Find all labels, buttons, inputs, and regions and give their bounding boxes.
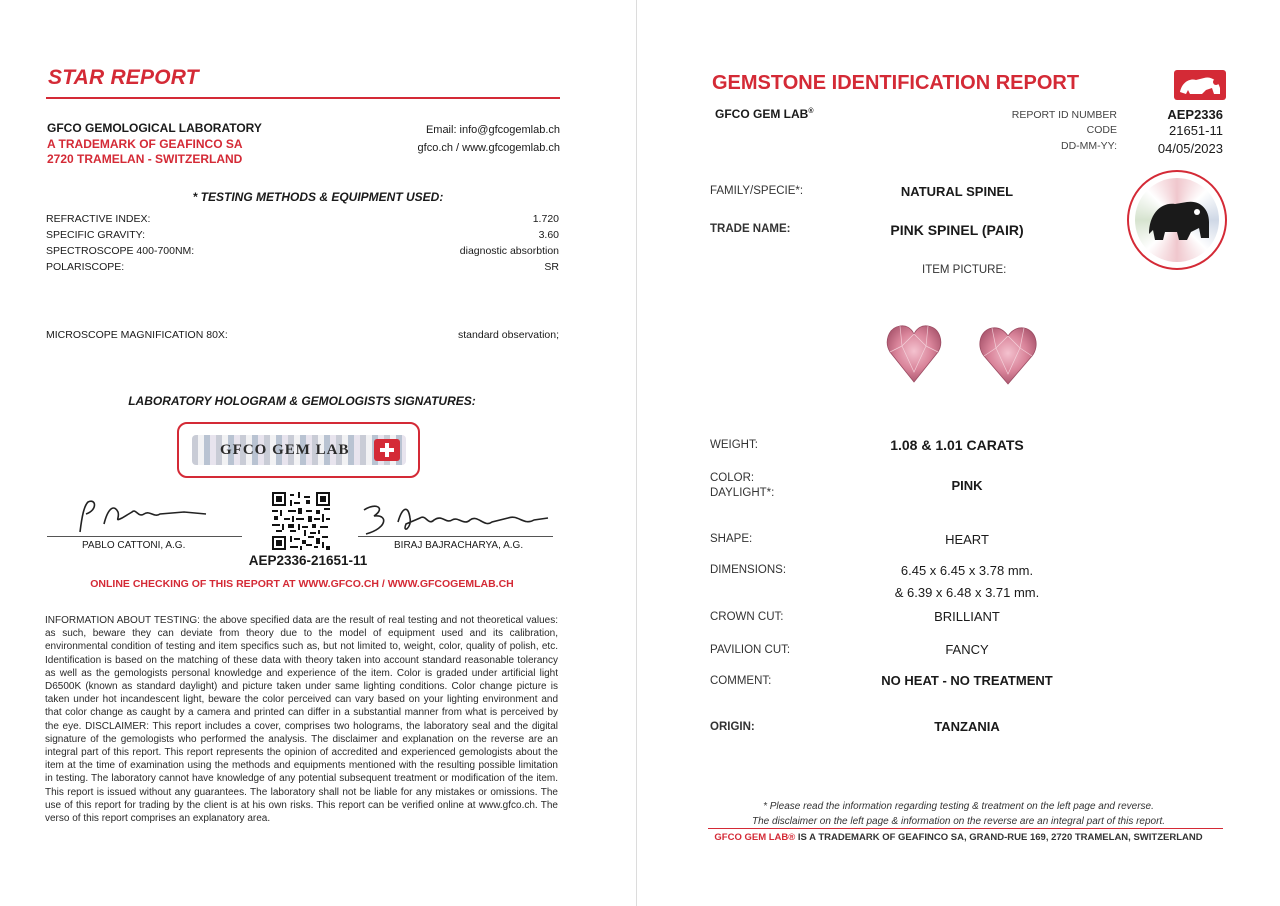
lab-address-block <box>47 121 262 168</box>
method-value: diagnostic absorbtion <box>459 245 559 257</box>
report-id-label: REPORT ID NUMBER <box>1011 109 1117 121</box>
weight-value: 1.08 & 1.01 CARATS <box>890 437 1024 453</box>
footer-trademark <box>637 832 1280 843</box>
family-label: FAMILY/SPECIE*: <box>710 185 804 197</box>
footer-text: IS A TRADEMARK OF GEAFINCO SA, GRAND-RUE 169, 2720 TRAMELAN, <box>797 832 1131 843</box>
seal-elephant-icon <box>1143 194 1213 246</box>
date-label: DD-MM-YY: <box>1061 140 1117 152</box>
method-row <box>46 229 559 241</box>
color-value: PINK <box>951 478 983 493</box>
lab-address: 2720 TRAMELAN - SWITZERLAND <box>47 152 243 166</box>
comment-value: NO HEAT - NO TREATMENT <box>881 673 1053 688</box>
comment-label: COMMENT: <box>710 675 772 687</box>
qr-code[interactable] <box>272 492 330 550</box>
date-value: 04/05/2023 <box>1157 141 1223 156</box>
footnote <box>637 799 1280 829</box>
lab-hologram <box>177 422 420 478</box>
signature-cattoni <box>74 496 214 538</box>
title-rule <box>46 97 560 99</box>
pavilion-cut-value: FANCY <box>945 642 989 657</box>
gem-left-icon <box>887 326 941 382</box>
swiss-cross-icon <box>374 439 400 461</box>
star-report-title: STAR REPORT <box>48 66 199 89</box>
footer-country: SWITZERLAND <box>1133 832 1203 843</box>
crown-cut-label: CROWN CUT: <box>710 611 784 623</box>
signer-name-left: PABLO CATTONI, A.G. <box>82 540 186 551</box>
signature-line-left <box>47 536 242 537</box>
dimensions-label: DIMENSIONS: <box>710 564 787 576</box>
footer-lab: GFCO GEM LAB® <box>714 832 796 843</box>
color-label: COLOR: <box>710 472 755 484</box>
contact-email[interactable]: Email: info@gfcogemlab.ch <box>425 124 560 136</box>
code-label: CODE <box>1086 124 1117 136</box>
pavilion-cut-label: PAVILION CUT: <box>710 644 791 656</box>
code-value: 21651-11 <box>1169 123 1223 138</box>
gfco-logo-icon <box>1174 70 1226 100</box>
report-id-value: AEP2336 <box>1167 107 1223 122</box>
gemstone-pair-picture <box>884 316 1062 388</box>
dimensions-value-2: & 6.39 x 6.48 x 3.71 mm. <box>894 585 1040 600</box>
shape-label: SHAPE: <box>710 533 753 545</box>
origin-label: ORIGIN: <box>710 721 755 733</box>
footnote-line-2: The disclaimer on the left page & information on the reverse are an integral part of this report. <box>752 816 1165 827</box>
dimensions-value-1: 6.45 x 6.45 x 3.78 mm. <box>900 563 1034 578</box>
shape-value: HEART <box>945 532 989 547</box>
laboratory-seal <box>1127 170 1227 270</box>
method-label: POLARISCOPE: <box>46 261 125 273</box>
report-code: AEP2336-21651-11 <box>248 553 368 568</box>
lab-name: GFCO GEMOLOGICAL LABORATORY <box>47 121 262 135</box>
method-value: SR <box>544 261 559 273</box>
identification-report-page <box>637 0 1280 906</box>
lab-name: GFCO GEM LAB® <box>715 107 814 121</box>
lab-trademark: A TRADEMARK OF GEAFINCO SA <box>47 136 243 151</box>
method-label: MICROSCOPE MAGNIFICATION 80X: <box>46 329 228 341</box>
method-value: 1.720 <box>532 213 559 225</box>
method-row <box>46 213 559 225</box>
method-row <box>46 261 559 273</box>
method-label: SPECIFIC GRAVITY: <box>46 229 145 241</box>
online-check-notice: ONLINE CHECKING OF THIS REPORT AT WWW.GFCO.CH / WWW.GFCOGEMLAB.CH <box>90 578 514 590</box>
report-title: GEMSTONE IDENTIFICATION REPORT <box>712 72 1080 94</box>
hologram-title: LABORATORY HOLOGRAM & GEMOLOGISTS SIGNATURES: <box>128 394 476 408</box>
method-row <box>46 329 559 341</box>
signature-line-right <box>358 536 553 537</box>
trade-name-label: TRADE NAME: <box>710 223 791 235</box>
weight-label: WEIGHT: <box>710 439 758 451</box>
footer-rule <box>708 828 1223 829</box>
contact-websites[interactable]: gfco.ch / www.gfcogemlab.ch <box>417 142 560 154</box>
method-label: SPECTROSCOPE 400-700NM: <box>46 245 195 257</box>
testing-information-text: INFORMATION ABOUT TESTING: the above specified data are the result of real testing and not theoretical values: as such, beware they can deviate from theory due to the model of equipment used and its calibration, environmental condition of testing and item specifics such as, but not limited to, weight, color, quality of polish, etc. Identification is based on the matching of these data with theory taken into account standard reasonable tolerancy as well as the gemologists personal knowledge and experience of the item. Color is graded under artificial light D6500K (known as standard daylight) and picture taken under same lighting conditions. Color change picture is taken under hot incandescent light, beware the color perceived can vary based on your lighting environment and that color change as caught by a camera and printed can differ in a substantial manner from what is perceived by the eye. DISCLAIMER: This report includes a cover, comprises two holograms, the laboratory seal and the digital signature of the gemologists who performed the analysis. The disclaimer and explanation on the reverse are an integral part of this report. This report represents the opinion of accredited and experienced gemologists about the item at the time of examination using the methods and equipments mentioned with the resulting possible limitation in testing. The laboratory cannot have knowledge of any potential subsequent treatment or modification of the item. This report is issued without any guarantees. The laboratory shall not be liable for any mistakes or omissions. The use of this report for trading by the client is at his own risks. This report can be verified online at www.gfco.ch. The verso of this report comprises an explanatory area. <box>45 615 558 825</box>
method-row <box>46 245 559 257</box>
footnote-line-1: * Please read the information regarding testing & treatment on the left page and reverse. <box>763 801 1154 812</box>
method-label: REFRACTIVE INDEX: <box>46 213 151 225</box>
trade-name-value: PINK SPINEL (PAIR) <box>890 222 1024 238</box>
gem-right-icon <box>980 328 1036 384</box>
origin-value: TANZANIA <box>934 719 1000 734</box>
methods-title: * TESTING METHODS & EQUIPMENT USED: <box>192 190 444 204</box>
signer-name-right: BIRAJ BAJRACHARYA, A.G. <box>394 540 524 551</box>
method-value: standard observation; <box>458 329 559 341</box>
contact-block <box>418 121 560 157</box>
crown-cut-value: BRILLIANT <box>934 609 1000 624</box>
signature-bajracharya <box>358 498 553 540</box>
method-value: 3.60 <box>538 229 559 241</box>
family-value: NATURAL SPINEL <box>900 184 1014 199</box>
item-picture-label: ITEM PICTURE: <box>922 264 1007 276</box>
hologram-text: GFCO GEM LAB <box>220 441 350 458</box>
daylight-label: DAYLIGHT*: <box>710 487 775 499</box>
star-report-page <box>0 0 636 906</box>
